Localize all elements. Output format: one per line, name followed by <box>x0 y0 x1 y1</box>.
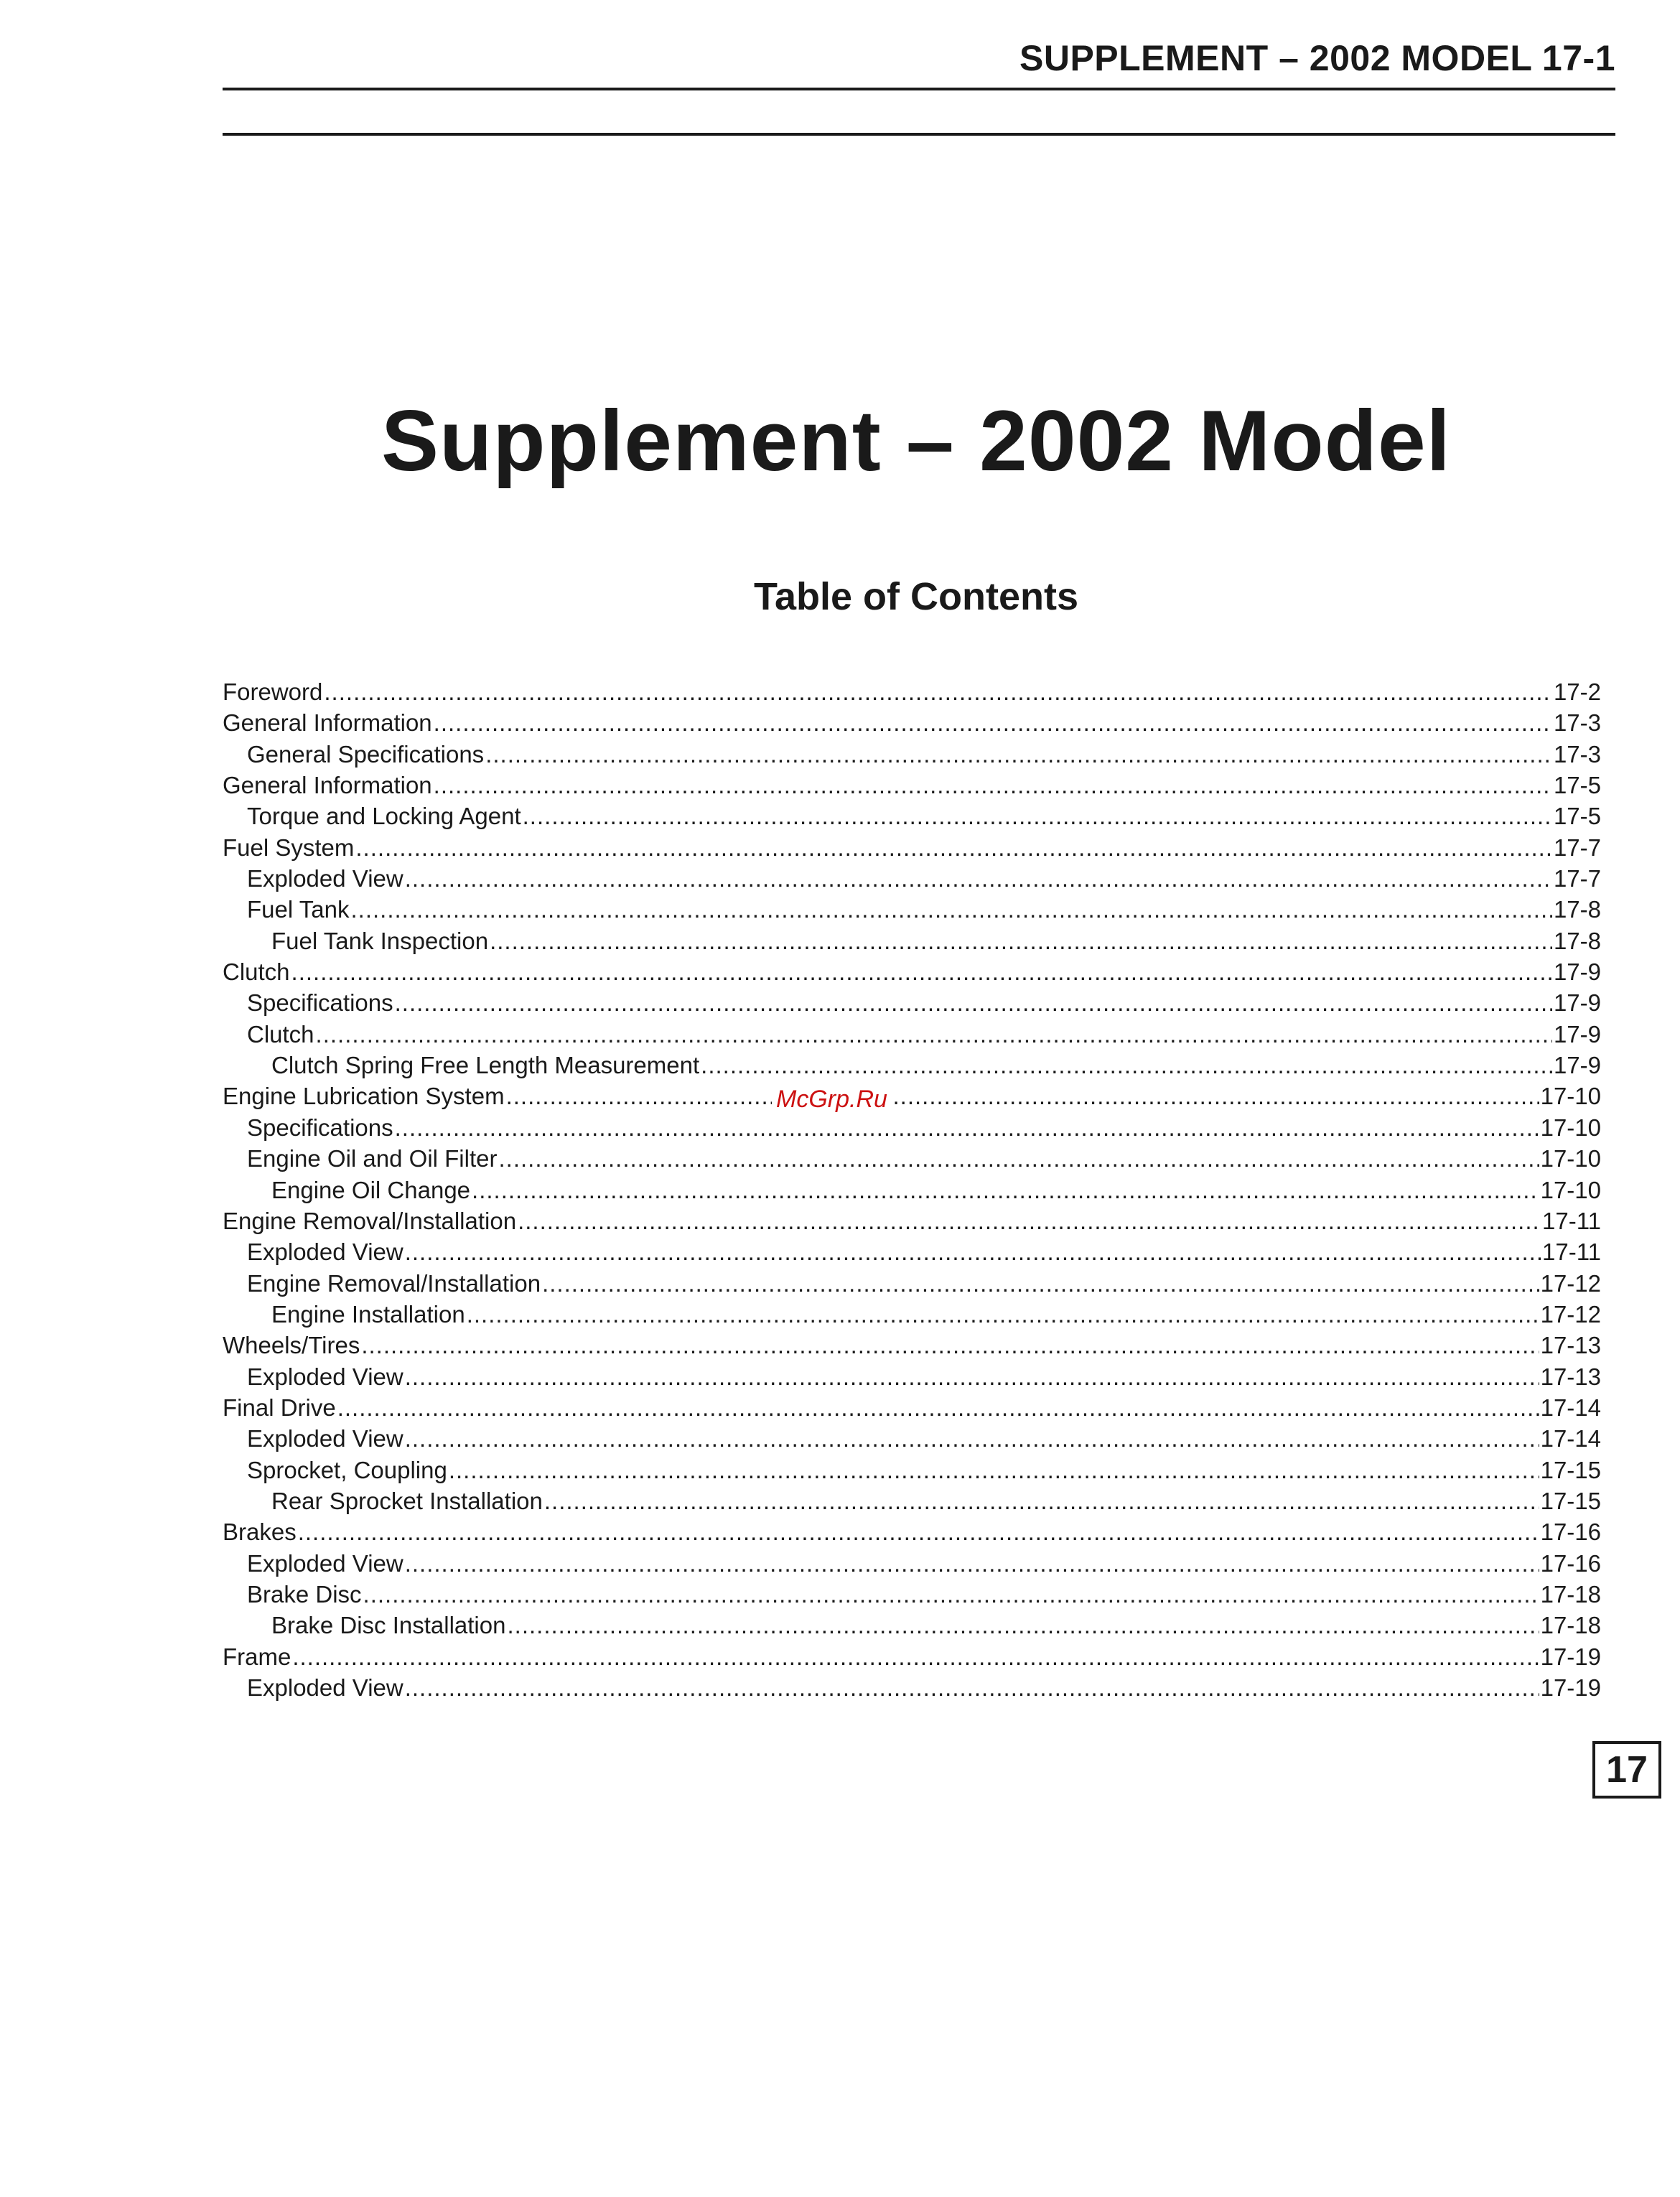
toc-entry-page: 17-9 <box>1553 958 1601 986</box>
toc-entry[interactable] <box>223 1457 1601 1488</box>
toc-entry[interactable] <box>223 1643 1601 1674</box>
toc-dot-leader <box>701 1052 1552 1079</box>
toc-entry[interactable] <box>223 678 1601 709</box>
toc-entry[interactable] <box>223 1519 1601 1549</box>
toc-entry-page: 17-9 <box>1553 989 1601 1017</box>
toc-dot-leader <box>449 1457 1539 1484</box>
toc-dot-leader <box>363 1581 1539 1608</box>
toc-entry-title: Rear Sprocket Installation <box>271 1487 543 1514</box>
toc-entry-title: Foreword <box>223 678 323 705</box>
toc-entry-page: 17-18 <box>1540 1580 1601 1608</box>
toc-entry-title: Fuel Tank Inspection <box>271 927 489 954</box>
toc-entry-title: Fuel Tank <box>247 896 350 923</box>
toc-dot-leader <box>291 958 1552 986</box>
toc-entry[interactable] <box>223 709 1601 740</box>
toc-dot-leader <box>467 1301 1539 1328</box>
toc-entry[interactable] <box>223 1052 1601 1083</box>
toc-dot-leader <box>355 834 1552 862</box>
toc-entry-title: Final Drive <box>223 1394 336 1421</box>
toc-entry[interactable] <box>223 1177 1601 1208</box>
toc-entry[interactable] <box>223 1488 1601 1519</box>
toc-entry-page: 17-19 <box>1540 1643 1601 1670</box>
header-rule-bottom <box>223 133 1615 136</box>
toc-dot-leader <box>395 1114 1539 1142</box>
toc-entry-page: 17-15 <box>1540 1456 1601 1483</box>
watermark-text: McGrp.Ru <box>772 1086 892 1114</box>
toc-entry-page: 17-16 <box>1540 1519 1601 1546</box>
toc-entry-title: Engine Removal/Installation <box>223 1207 517 1234</box>
toc-entry[interactable] <box>223 989 1601 1020</box>
toc-entry-page: 17-13 <box>1540 1332 1601 1359</box>
toc-entry[interactable] <box>223 1145 1601 1176</box>
toc-entry-title: Clutch <box>247 1020 314 1048</box>
toc-entry[interactable] <box>223 741 1601 772</box>
page-title: Supplement – 2002 Model <box>381 393 1452 489</box>
toc-entry-page: 17-3 <box>1553 709 1601 737</box>
toc-entry-page: 17-9 <box>1553 1020 1601 1048</box>
toc-entry-title: Torque and Locking Agent <box>247 803 521 830</box>
toc-dot-leader <box>350 896 1551 923</box>
toc-entry-page: 17-11 <box>1542 1207 1601 1234</box>
toc-entry[interactable] <box>223 1394 1601 1425</box>
toc-entry-title: General Information <box>223 709 432 737</box>
toc-entry-title: Exploded View <box>247 1239 403 1266</box>
toc-entry-title: Specifications <box>247 1114 393 1141</box>
toc-entry[interactable] <box>223 1021 1601 1052</box>
toc-entry-title: Brake Disc Installation <box>271 1612 506 1639</box>
toc-entry-title: Clutch <box>223 958 290 986</box>
toc-entry-page: 17-5 <box>1553 803 1601 830</box>
toc-entry-title: Specifications <box>247 989 393 1017</box>
toc-entry-page: 17-12 <box>1540 1269 1601 1297</box>
chapter-tab: 17 <box>1592 1741 1661 1799</box>
toc-entry[interactable] <box>223 928 1601 958</box>
toc-entry-title: Frame <box>223 1643 291 1670</box>
toc-entry-title: Exploded View <box>247 1363 403 1390</box>
toc-dot-leader <box>298 1519 1539 1546</box>
toc-dot-leader <box>518 1208 1541 1235</box>
toc-dot-leader <box>337 1394 1539 1422</box>
toc-entry-title: General Information <box>223 772 432 799</box>
toc-entry-title: Engine Oil and Oil Filter <box>247 1145 498 1172</box>
toc-entry-page: 17-16 <box>1540 1549 1601 1577</box>
toc-entry[interactable] <box>223 1363 1601 1394</box>
toc-entry-title: Engine Oil Change <box>271 1176 471 1203</box>
toc-entry[interactable] <box>223 1239 1601 1269</box>
header-rule-top <box>223 88 1615 90</box>
toc-entry[interactable] <box>223 1208 1601 1239</box>
toc-dot-leader <box>434 709 1552 737</box>
toc-dot-leader <box>405 865 1552 892</box>
toc-entry-page: 17-8 <box>1553 927 1601 954</box>
toc-entry-page: 17-10 <box>1540 1114 1601 1141</box>
toc-entry-title: Wheels/Tires <box>223 1332 360 1359</box>
toc-entry-page: 17-9 <box>1553 1052 1601 1079</box>
toc-entry-page: 17-12 <box>1540 1300 1601 1328</box>
toc-dot-leader <box>324 678 1552 706</box>
toc-entry-page: 17-19 <box>1540 1674 1601 1701</box>
toc-dot-leader <box>292 1643 1539 1671</box>
toc-entry-title: Engine Removal/Installation <box>247 1269 541 1297</box>
toc-entry[interactable] <box>223 1083 1601 1114</box>
toc-entry-title: General Specifications <box>247 740 485 768</box>
toc-dot-leader <box>485 741 1552 768</box>
toc-dot-leader <box>405 1363 1539 1391</box>
table-of-contents <box>223 678 1601 1705</box>
toc-entry[interactable] <box>223 1550 1601 1581</box>
toc-entry[interactable] <box>223 803 1601 834</box>
toc-dot-leader <box>434 772 1552 799</box>
toc-entry[interactable] <box>223 1581 1601 1612</box>
toc-dot-leader <box>498 1145 1539 1172</box>
toc-entry[interactable] <box>223 958 1601 989</box>
toc-entry[interactable] <box>223 865 1601 896</box>
toc-entry-page: 17-7 <box>1553 834 1601 861</box>
toc-dot-leader <box>405 1239 1541 1266</box>
toc-entry-title: Brakes <box>223 1519 297 1546</box>
toc-entry-page: 17-15 <box>1540 1487 1601 1514</box>
toc-entry-title: Fuel System <box>223 834 355 861</box>
toc-dot-leader <box>405 1550 1539 1577</box>
toc-entry-page: 17-11 <box>1542 1239 1601 1266</box>
toc-entry[interactable] <box>223 1425 1601 1456</box>
toc-dot-leader <box>506 1083 1539 1110</box>
toc-entry-page: 17-18 <box>1540 1612 1601 1639</box>
toc-entry-title: Brake Disc <box>247 1580 362 1608</box>
toc-entry-page: 17-7 <box>1553 865 1601 892</box>
toc-entry-page: 17-10 <box>1540 1083 1601 1110</box>
toc-entry[interactable] <box>223 1114 1601 1145</box>
toc-dot-leader <box>405 1674 1539 1702</box>
toc-dot-leader <box>490 928 1552 955</box>
toc-entry-page: 17-8 <box>1553 896 1601 923</box>
toc-dot-leader <box>472 1177 1539 1204</box>
toc-entry-title: Exploded View <box>247 1674 403 1701</box>
toc-entry-title: Engine Installation <box>271 1300 465 1328</box>
toc-entry-page: 17-3 <box>1553 740 1601 768</box>
toc-dot-leader <box>395 989 1552 1017</box>
toc-dot-leader <box>523 803 1552 830</box>
toc-entry-page: 17-2 <box>1553 678 1601 705</box>
toc-dot-leader <box>405 1425 1539 1452</box>
toc-heading: Table of Contents <box>754 575 1078 618</box>
toc-entry-page: 17-10 <box>1540 1145 1601 1172</box>
toc-entry-title: Exploded View <box>247 1549 403 1577</box>
toc-entry-page: 17-14 <box>1540 1394 1601 1421</box>
toc-entry-page: 17-10 <box>1540 1176 1601 1203</box>
toc-dot-leader <box>542 1270 1539 1297</box>
toc-entry-title: Exploded View <box>247 1425 403 1452</box>
toc-entry-title: Clutch Spring Free Length Measurement <box>271 1052 700 1079</box>
toc-entry[interactable] <box>223 896 1601 927</box>
toc-dot-leader <box>316 1021 1552 1048</box>
toc-entry-page: 17-5 <box>1553 772 1601 799</box>
toc-dot-leader <box>507 1612 1539 1639</box>
toc-entry[interactable] <box>223 1674 1601 1705</box>
toc-dot-leader <box>361 1332 1539 1359</box>
running-head: SUPPLEMENT – 2002 MODEL 17-1 <box>1019 38 1615 78</box>
toc-entry-title: Sprocket, Coupling <box>247 1456 447 1483</box>
toc-entry-page: 17-14 <box>1540 1425 1601 1452</box>
toc-entry[interactable] <box>223 1612 1601 1643</box>
toc-entry-title: Engine Lubrication System <box>223 1083 505 1110</box>
toc-entry[interactable] <box>223 772 1601 803</box>
toc-entry-page: 17-13 <box>1540 1363 1601 1390</box>
toc-entry[interactable] <box>223 1270 1601 1301</box>
toc-entry[interactable] <box>223 1332 1601 1363</box>
toc-dot-leader <box>544 1488 1539 1515</box>
toc-entry[interactable] <box>223 1301 1601 1332</box>
toc-entry[interactable] <box>223 834 1601 865</box>
toc-entry-title: Exploded View <box>247 865 403 892</box>
